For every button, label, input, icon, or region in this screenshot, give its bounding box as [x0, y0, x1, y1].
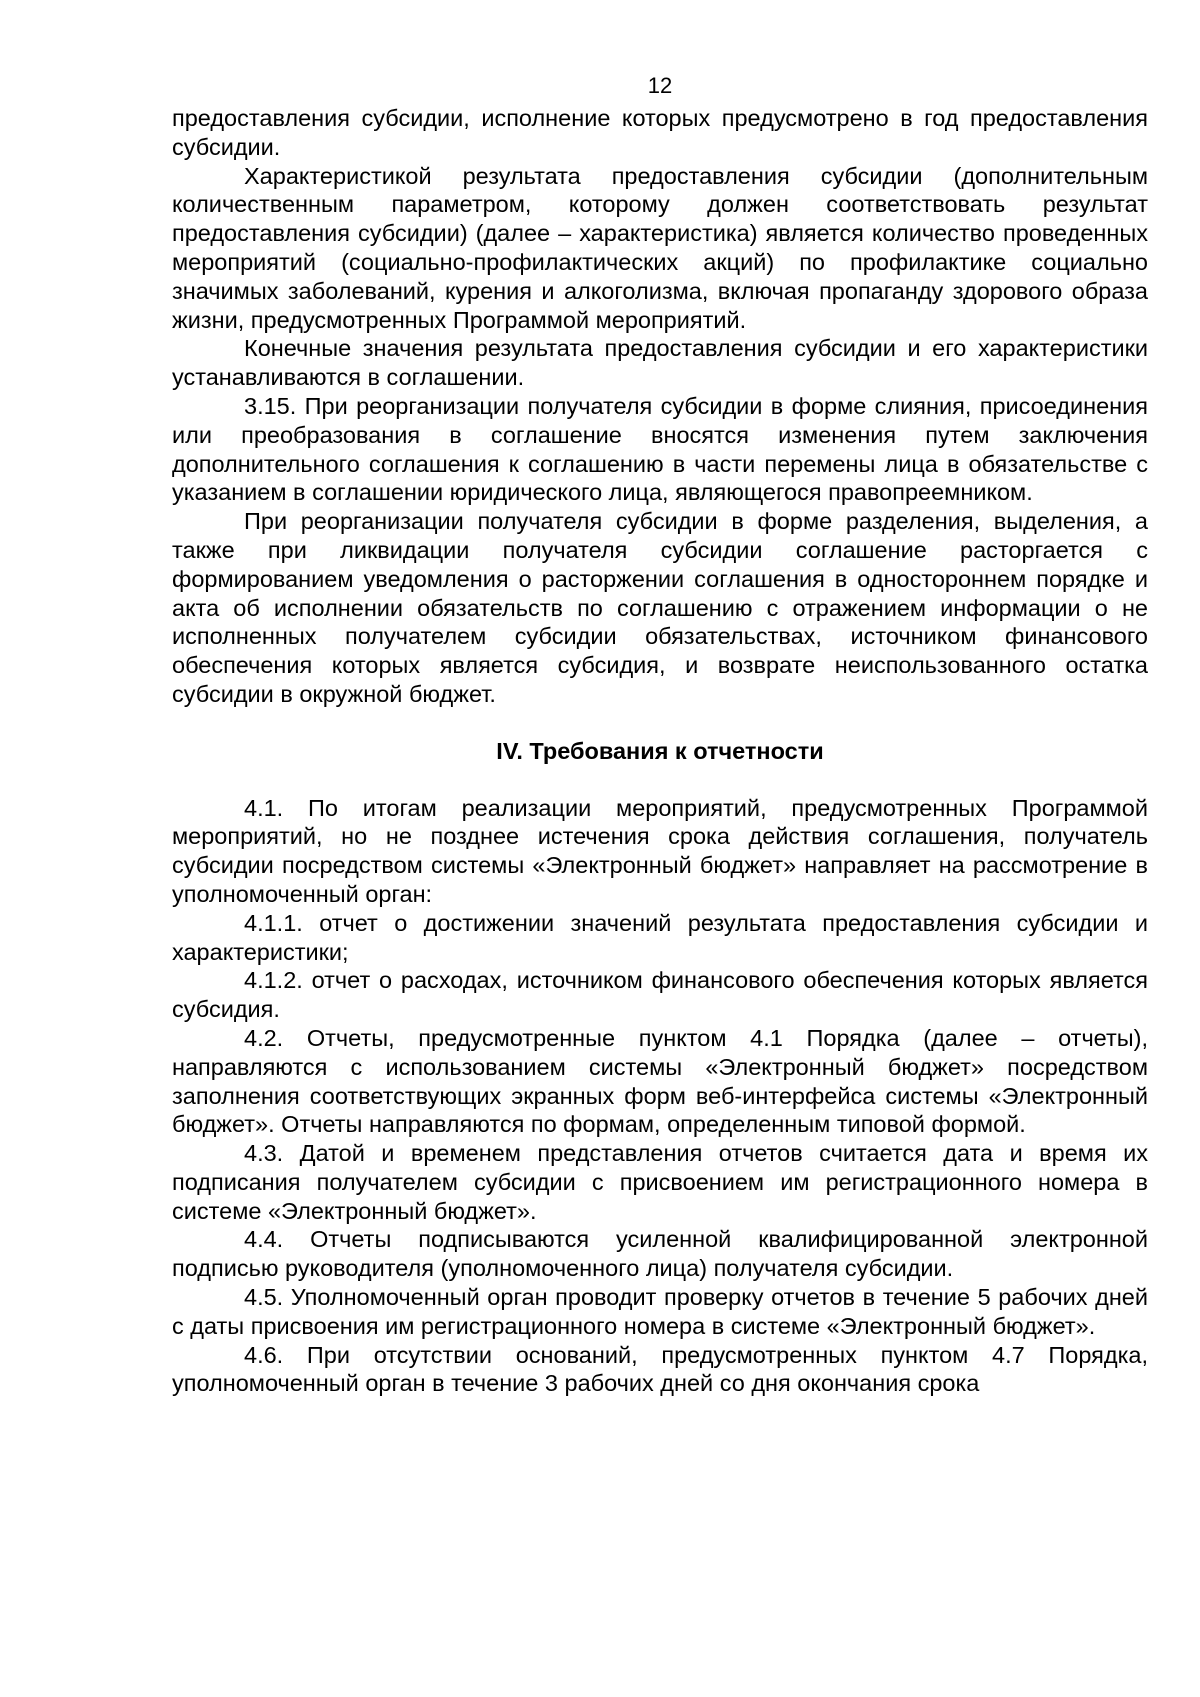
paragraph: 4.6. При отсутствии оснований, предусмотренных пунктом 4.7 Порядка, уполномоченный орган в течение 3 рабочих дней со дня окончания срока: [172, 1341, 1148, 1397]
paragraph: 4.3. Датой и временем представления отчетов считается дата и время их подписания получателем субсидии с присвоением им регистрационного номера в системе «Электронный бюджет».: [172, 1140, 1148, 1224]
section-heading: IV. Требования к отчетности: [496, 737, 824, 764]
paragraph: 4.1. По итогам реализации мероприятий, предусмотренных Программой мероприятий, но не позднее истечения срока действия соглашения, получатель субсидии посредством системы «Электронный бюджет» направляет на рассмотрение в уполномоченный орган:: [172, 794, 1148, 907]
paragraph: При реорганизации получателя субсидии в форме разделения, выделения, а также при ликвидации получателя субсидии соглашение расторгается с формированием уведомления о расторжении соглашения в одностороннем порядке и акта об исполнении обязательств по соглашению с отражением информации о не исполненных получателем субсидии обязательствах, источником финансового обеспечения которых является субсидия, и возврате неиспользованного остатка субсидии в окружной бюджет.: [172, 508, 1148, 707]
document-body: [172, 104, 1148, 1398]
paragraph: 4.1.2. отчет о расходах, источником финансового обеспечения которых является субсидия.: [172, 967, 1148, 1023]
paragraph: Конечные значения результата предоставления субсидии и его характеристики устанавливаются в соглашении.: [172, 335, 1148, 391]
paragraph: 4.1.1. отчет о достижении значений результата предоставления субсидии и характеристики;: [172, 909, 1148, 965]
page-number: 12: [647, 73, 673, 98]
paragraph: 4.4. Отчеты подписываются усиленной квалифицированной электронной подписью руководителя (уполномоченного лица) получателя субсидии.: [172, 1226, 1148, 1282]
paragraph: предоставления субсидии, исполнение которых предусмотрено в год предоставления субсидии.: [172, 105, 1148, 160]
paragraph: 4.2. Отчеты, предусмотренные пунктом 4.1 Порядка (далее – отчеты), направляются с использованием системы «Электронный бюджет» посредством заполнения соответствующих экранных форм веб-интерфейса системы «Электронный бюджет». Отчеты направляются по формам, определенным типовой формой.: [172, 1024, 1148, 1138]
paragraph: 3.15. При реорганизации получателя субсидии в форме слияния, присоединения или преобразования в соглашение вносятся изменения путем заключения дополнительного соглашения к соглашению в части перемены лица в обязательстве с указанием в соглашении юридического лица, являющегося правопреемником.: [172, 392, 1148, 506]
paragraph: Характеристикой результата предоставления субсидии (дополнительным количественным параметром, которому должен соответствовать результат предоставления субсидии) (далее – характеристика) является количество проведенных мероприятий (социально-профилактических акций) по профилактике социально значимых заболеваний, курения и алкоголизма, включая пропаганду здорового образа жизни, предусмотренных Программой мероприятий.: [172, 162, 1148, 333]
paragraph: 4.5. Уполномоченный орган проводит проверку отчетов в течение 5 рабочих дней с даты присвоения им регистрационного номера в системе «Электронный бюджет».: [172, 1284, 1148, 1339]
